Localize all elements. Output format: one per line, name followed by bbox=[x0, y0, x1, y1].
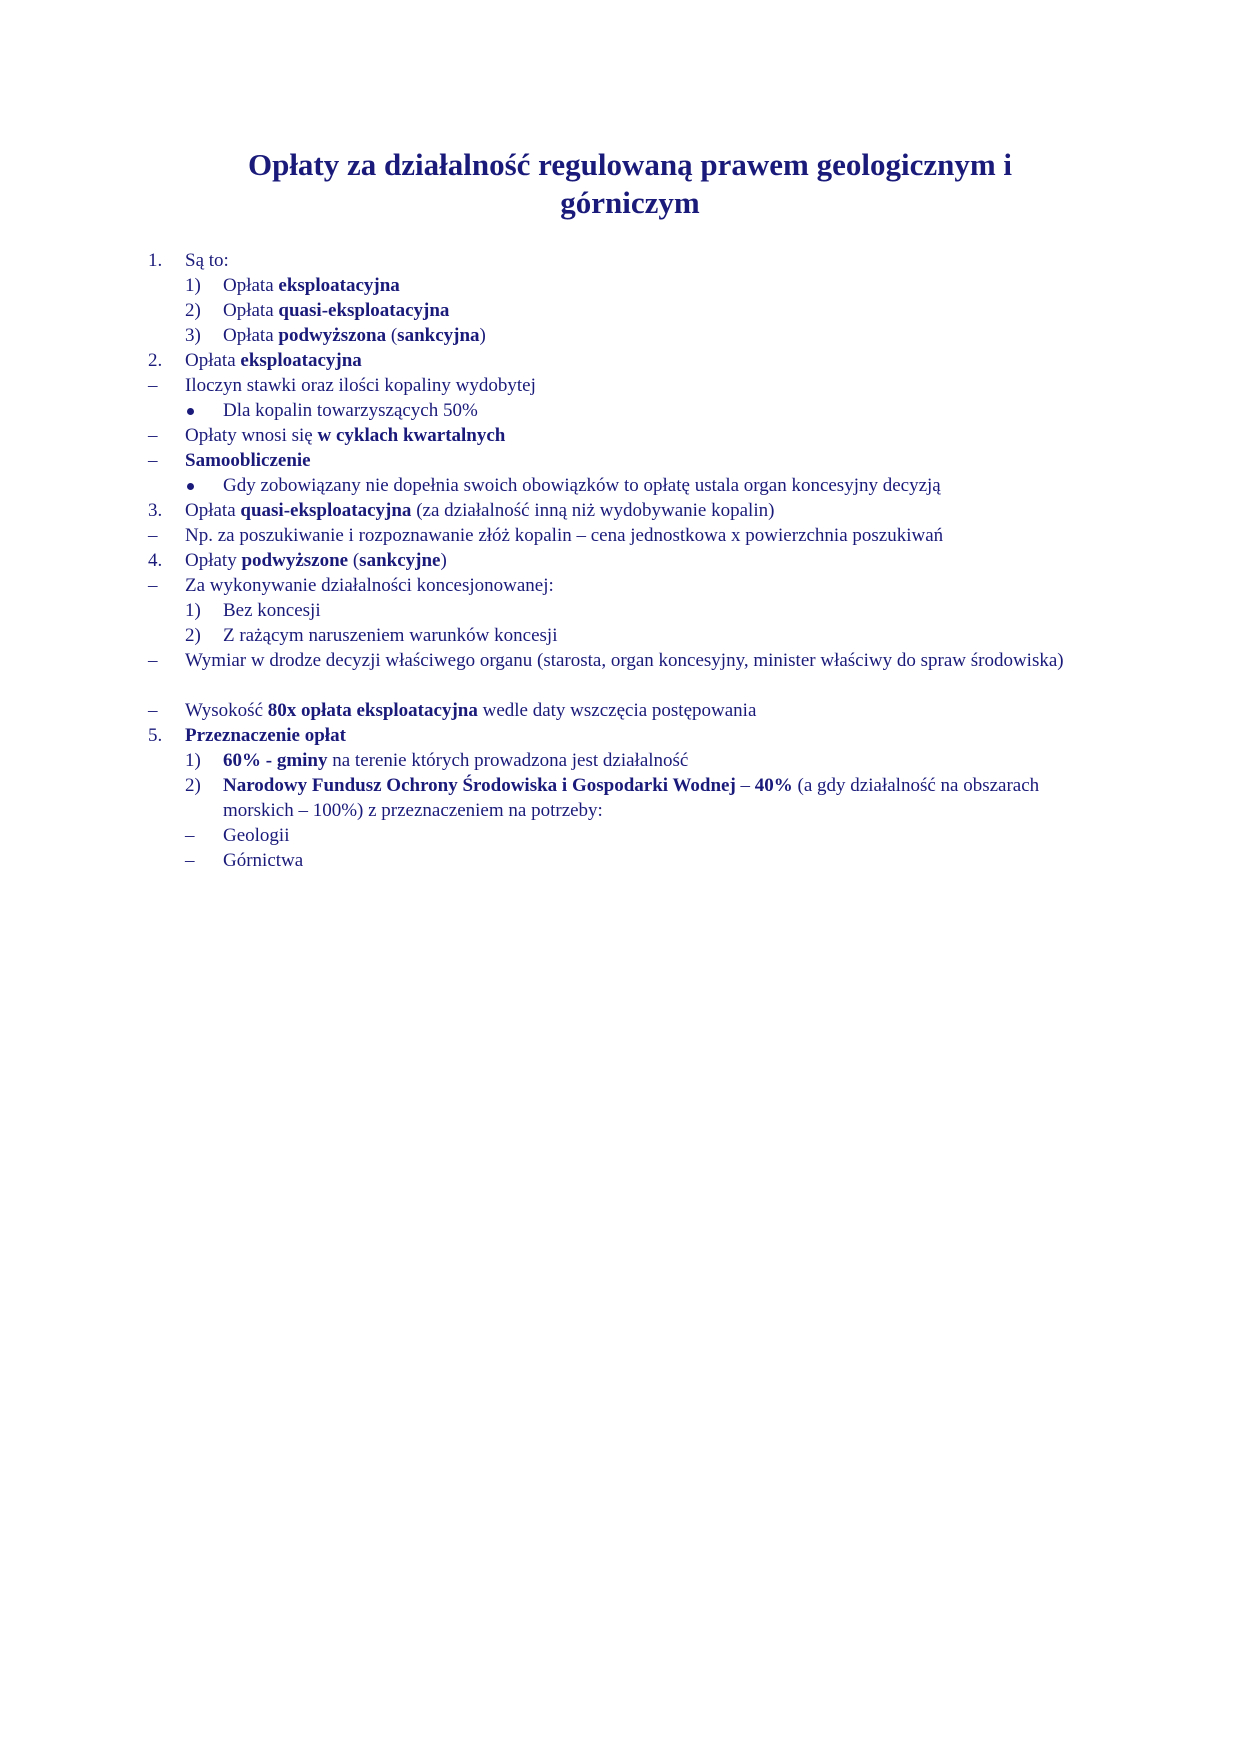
text-run: Opłaty bbox=[185, 550, 242, 571]
text-run: Opłata bbox=[223, 325, 279, 346]
list-marker: – bbox=[148, 450, 158, 471]
list-item bbox=[0, 723, 1240, 748]
text-run: Z rażącym naruszeniem warunków koncesji bbox=[223, 625, 558, 646]
list-item bbox=[0, 248, 1240, 273]
list-item bbox=[0, 273, 1240, 298]
text-run: Górnictwa bbox=[223, 850, 304, 871]
list-item-text bbox=[223, 623, 1063, 648]
list-item bbox=[0, 373, 1240, 398]
bold-text: podwyższona bbox=[278, 325, 387, 346]
list-item bbox=[0, 698, 1240, 723]
text-run: Opłata bbox=[223, 275, 279, 296]
bold-text: eksploatacyjna bbox=[278, 275, 400, 296]
list-item-text bbox=[223, 473, 1063, 498]
list-marker: – bbox=[148, 425, 158, 446]
list-item bbox=[0, 523, 1240, 548]
list-item-text bbox=[223, 323, 1063, 348]
bold-text: Przeznaczenie opłat bbox=[185, 725, 346, 746]
list-marker: – bbox=[185, 850, 195, 871]
list-item-text bbox=[223, 598, 1063, 623]
bullet-icon bbox=[187, 408, 194, 415]
text-run: Wysokość bbox=[185, 700, 268, 721]
list-item bbox=[0, 398, 1240, 423]
list-item bbox=[0, 348, 1240, 373]
list-marker: 2) bbox=[185, 300, 201, 321]
list-item bbox=[0, 423, 1240, 448]
list-item-text bbox=[185, 523, 1065, 548]
list-item bbox=[0, 448, 1240, 473]
text-run: Opłaty wnosi się bbox=[185, 425, 318, 446]
bold-text: sankcyjne bbox=[359, 550, 441, 571]
list-item bbox=[0, 748, 1240, 773]
list-item-text bbox=[185, 648, 1065, 673]
text-run: Opłata bbox=[185, 500, 241, 521]
text-run: Gdy zobowiązany nie dopełnia swoich obowiązków to opłatę ustala organ koncesyjny decyzją bbox=[223, 475, 941, 496]
list-marker: – bbox=[148, 575, 158, 596]
text-run: (za działalność inną niż wydobywanie kopalin) bbox=[411, 500, 775, 521]
list-marker: 1) bbox=[185, 600, 201, 621]
list-item-text bbox=[185, 498, 1065, 523]
list-marker: 1) bbox=[185, 275, 201, 296]
bullet-icon bbox=[187, 483, 194, 490]
list-marker: 3) bbox=[185, 325, 201, 346]
text-run: Są to: bbox=[185, 250, 229, 271]
list-item bbox=[0, 473, 1240, 498]
list-marker: 1) bbox=[185, 750, 201, 771]
bold-text: sankcyjna bbox=[397, 325, 480, 346]
list-item-text bbox=[185, 448, 1065, 473]
text-run: na terenie których prowadzona jest działalność bbox=[327, 750, 689, 771]
bold-text: 80x opłata eksploatacyjna bbox=[267, 700, 478, 721]
list-item-text bbox=[223, 848, 1063, 873]
list-item bbox=[0, 598, 1240, 623]
bold-text: 40% bbox=[754, 775, 793, 796]
list-item bbox=[0, 648, 1240, 698]
bold-text: quasi-eksploatacyjna bbox=[278, 300, 450, 321]
list-item-text bbox=[185, 548, 1065, 573]
bold-text: Samoobliczenie bbox=[185, 450, 311, 471]
list-item bbox=[0, 848, 1240, 873]
list-item-text bbox=[185, 248, 1065, 273]
list-marker: 1. bbox=[148, 250, 163, 271]
bold-text: Narodowy Fundusz Ochrony Środowiska i Gospodarki Wodnej bbox=[223, 775, 736, 796]
text-run: Za wykonywanie działalności koncesjonowanej: bbox=[185, 575, 554, 596]
list-marker: – bbox=[185, 825, 195, 846]
list-marker: – bbox=[148, 525, 158, 546]
list-marker: 4. bbox=[148, 550, 163, 571]
list-item bbox=[0, 823, 1240, 848]
list-item-text bbox=[223, 298, 1063, 323]
text-run: Np. za poszukiwanie i rozpoznawanie złóż kopalin – cena jednostkowa x powierzchnia poszukiwań bbox=[185, 525, 944, 546]
document-title bbox=[150, 146, 1110, 222]
list-item-text bbox=[223, 823, 1063, 848]
list-marker: – bbox=[148, 650, 158, 671]
list-marker: – bbox=[148, 375, 158, 396]
list-item bbox=[0, 548, 1240, 573]
document-body bbox=[0, 248, 1240, 873]
list-marker: 2) bbox=[185, 775, 201, 796]
text-run: Dla kopalin towarzyszących 50% bbox=[223, 400, 478, 421]
list-item-text bbox=[185, 373, 1065, 398]
text-run: Bez koncesji bbox=[223, 600, 321, 621]
list-item bbox=[0, 323, 1240, 348]
list-item-text bbox=[185, 423, 1065, 448]
list-item bbox=[0, 773, 1240, 823]
list-marker: 3. bbox=[148, 500, 163, 521]
bold-text: 60% - gminy bbox=[223, 750, 328, 771]
text-run: Iloczyn stawki oraz ilości kopaliny wydobytej bbox=[185, 375, 536, 396]
bold-text: podwyższone bbox=[241, 550, 349, 571]
text-run: Opłata bbox=[185, 350, 241, 371]
bold-text: quasi-eksploatacyjna bbox=[240, 500, 412, 521]
text-run: – bbox=[735, 775, 755, 796]
list-marker: 5. bbox=[148, 725, 163, 746]
text-run: (a gdy działalność na obszarach morskich – 100%) z przeznaczeniem na potrzeby: bbox=[223, 775, 1040, 821]
list-item-text bbox=[185, 698, 1065, 723]
title-line-1: Opłaty za działalność regulowaną prawem geologicznym i bbox=[247, 147, 1013, 182]
list-item-text bbox=[185, 348, 1065, 373]
list-item bbox=[0, 573, 1240, 598]
text-run: Geologii bbox=[223, 825, 290, 846]
list-item-text bbox=[223, 398, 1063, 423]
list-marker: – bbox=[148, 700, 158, 721]
text-run: ) bbox=[440, 550, 447, 571]
list-item-text bbox=[185, 573, 1065, 598]
text-run: wedle daty wszczęcia postępowania bbox=[477, 700, 757, 721]
list-marker: 2) bbox=[185, 625, 201, 646]
text-run: ( bbox=[348, 550, 360, 571]
text-run: ( bbox=[386, 325, 398, 346]
list-item-text bbox=[223, 773, 1063, 823]
bold-text: eksploatacyjna bbox=[240, 350, 362, 371]
list-item bbox=[0, 623, 1240, 648]
list-item-text bbox=[185, 723, 1065, 748]
list-item bbox=[0, 298, 1240, 323]
text-run: Opłata bbox=[223, 300, 279, 321]
list-item-text bbox=[223, 273, 1063, 298]
text-run: ) bbox=[479, 325, 486, 346]
bold-text: w cyklach kwartalnych bbox=[317, 425, 506, 446]
list-item-text bbox=[223, 748, 1063, 773]
list-marker: 2. bbox=[148, 350, 163, 371]
list-item bbox=[0, 498, 1240, 523]
title-line-2: górniczym bbox=[560, 185, 700, 220]
text-run: Wymiar w drodze decyzji właściwego organu (starosta, organ koncesyjny, minister właściwy do spraw środowiska) bbox=[185, 650, 1064, 671]
